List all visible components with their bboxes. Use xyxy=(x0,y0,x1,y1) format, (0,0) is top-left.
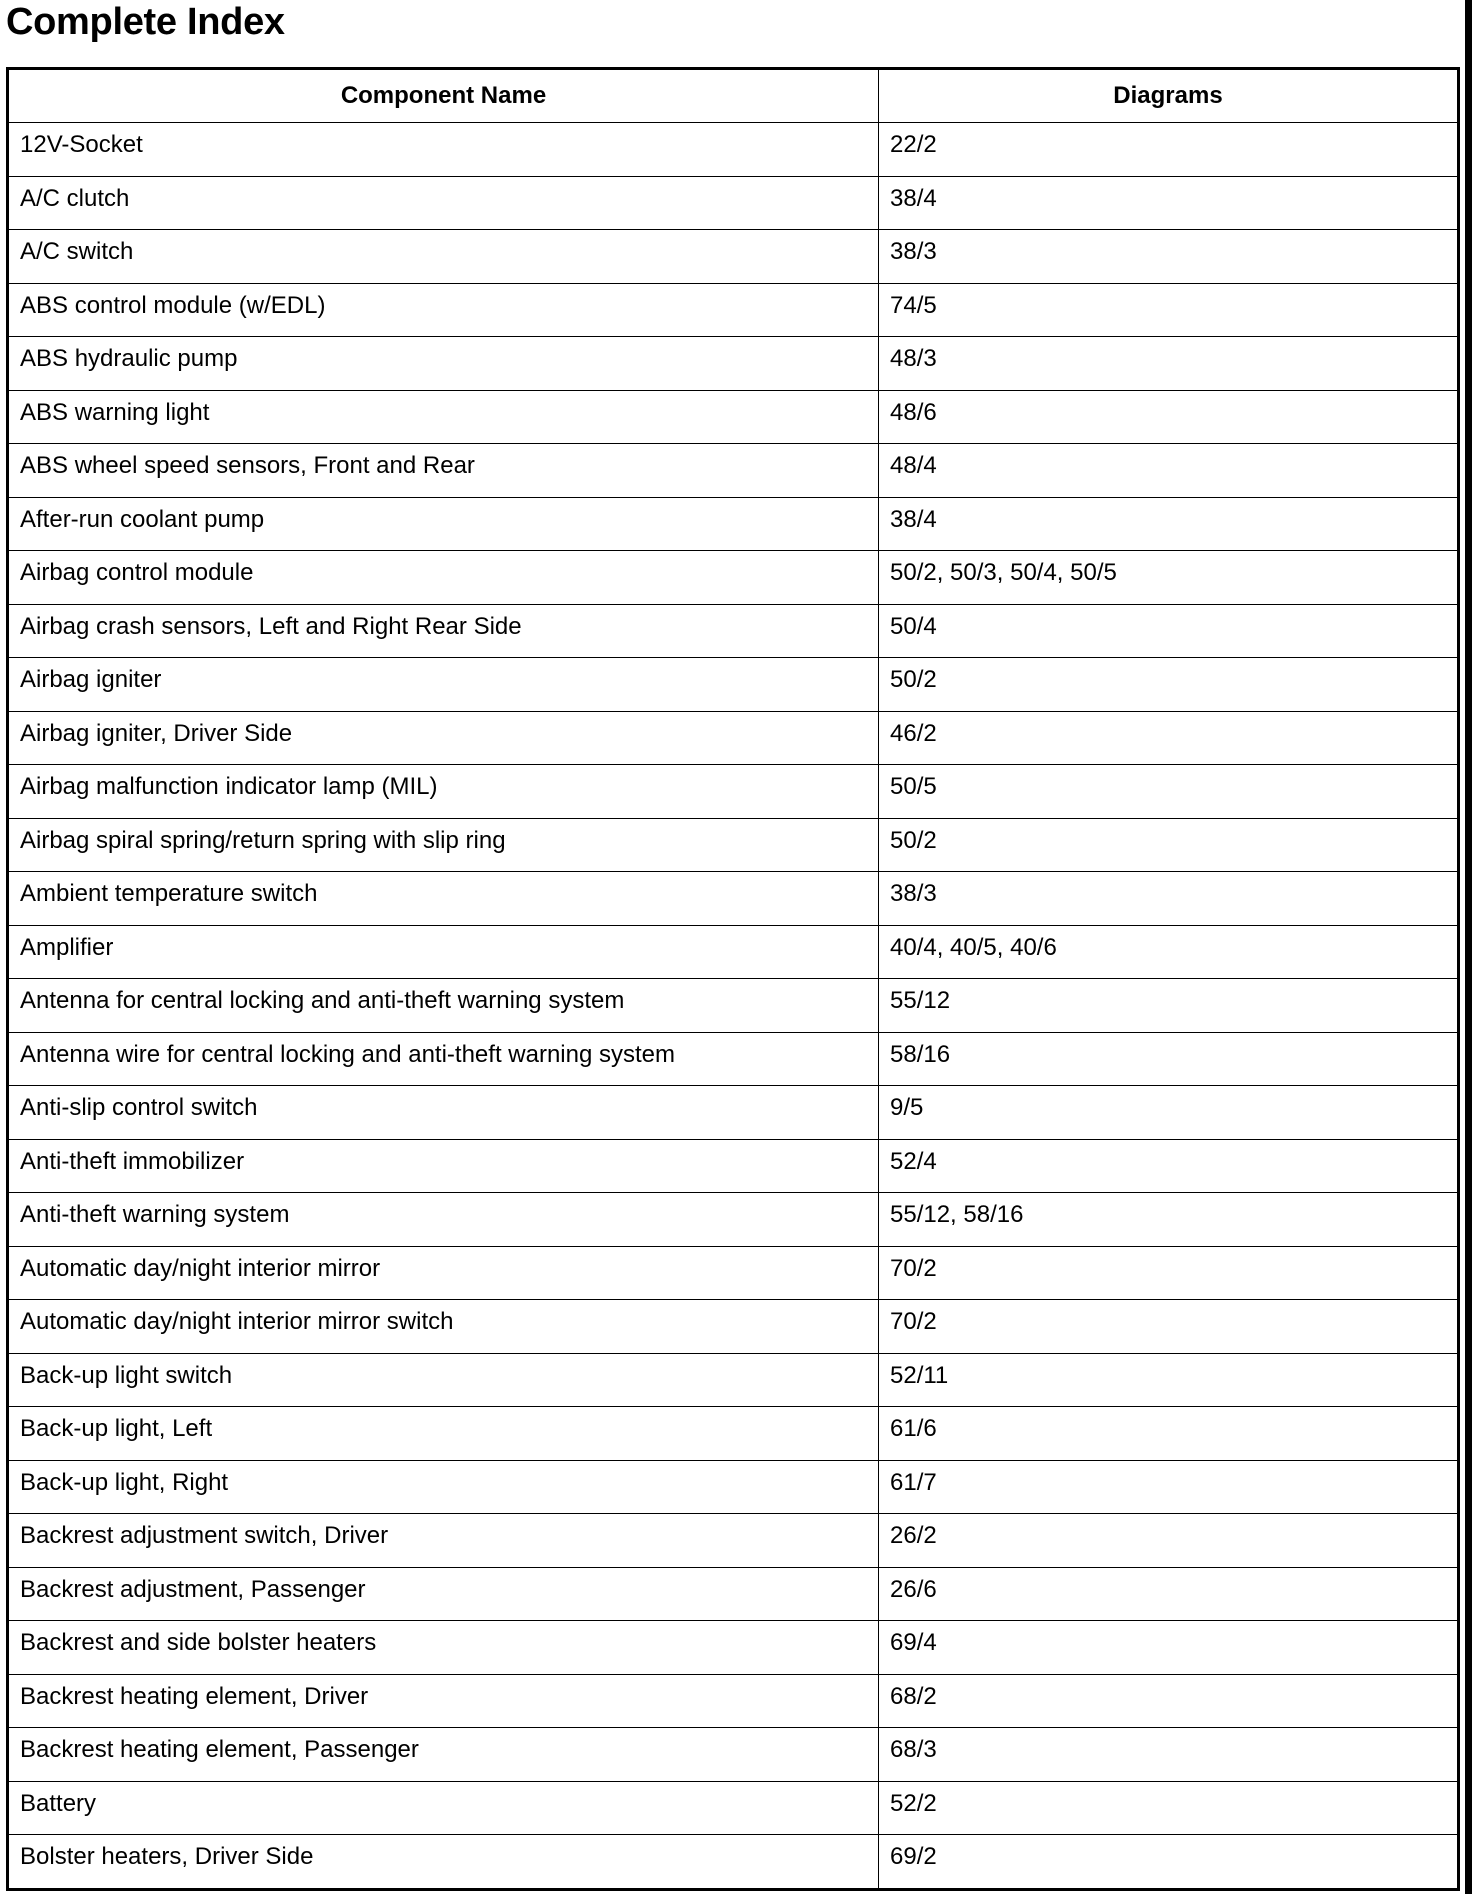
component-name-cell: Backrest adjustment, Passenger xyxy=(8,1567,879,1621)
component-name-cell: Anti-slip control switch xyxy=(8,1086,879,1140)
table-row xyxy=(8,1674,1459,1728)
component-name-cell: Back-up light, Left xyxy=(8,1407,879,1461)
diagrams-cell: 9/5 xyxy=(879,1086,1459,1140)
diagrams-cell: 55/12, 58/16 xyxy=(879,1193,1459,1247)
table-row xyxy=(8,872,1459,926)
component-name-cell: Airbag crash sensors, Left and Right Rear Side xyxy=(8,604,879,658)
table-row xyxy=(8,711,1459,765)
table-row xyxy=(8,230,1459,284)
page-title: Complete Index xyxy=(6,1,285,43)
component-name-cell: Airbag igniter xyxy=(8,658,879,712)
table-row xyxy=(8,658,1459,712)
table-row xyxy=(8,551,1459,605)
component-name-cell: A/C switch xyxy=(8,230,879,284)
column-header-diagrams: Diagrams xyxy=(879,69,1459,123)
diagrams-cell: 69/4 xyxy=(879,1621,1459,1675)
diagrams-cell: 38/4 xyxy=(879,497,1459,551)
component-name-cell: Bolster heaters, Driver Side xyxy=(8,1835,879,1890)
component-name-cell: Amplifier xyxy=(8,925,879,979)
table-row xyxy=(8,765,1459,819)
diagrams-cell: 70/2 xyxy=(879,1246,1459,1300)
table-row xyxy=(8,1139,1459,1193)
component-name-cell: Airbag igniter, Driver Side xyxy=(8,711,879,765)
table-row xyxy=(8,1728,1459,1782)
component-name-cell: Anti-theft warning system xyxy=(8,1193,879,1247)
table-row xyxy=(8,1835,1459,1890)
table-row xyxy=(8,337,1459,391)
component-name-cell: Automatic day/night interior mirror switch xyxy=(8,1300,879,1354)
component-name-cell: Airbag spiral spring/return spring with slip ring xyxy=(8,818,879,872)
diagrams-cell: 22/2 xyxy=(879,123,1459,177)
component-name-cell: Back-up light switch xyxy=(8,1353,879,1407)
diagrams-cell: 38/3 xyxy=(879,230,1459,284)
component-name-cell: A/C clutch xyxy=(8,176,879,230)
table-row xyxy=(8,1407,1459,1461)
diagrams-cell: 50/2 xyxy=(879,818,1459,872)
table-row xyxy=(8,1300,1459,1354)
component-name-cell: Backrest heating element, Passenger xyxy=(8,1728,879,1782)
component-name-cell: Automatic day/night interior mirror xyxy=(8,1246,879,1300)
diagrams-cell: 48/4 xyxy=(879,444,1459,498)
diagrams-cell: 74/5 xyxy=(879,283,1459,337)
table-row xyxy=(8,1514,1459,1568)
diagrams-cell: 50/5 xyxy=(879,765,1459,819)
table-row xyxy=(8,497,1459,551)
component-name-cell: Backrest adjustment switch, Driver xyxy=(8,1514,879,1568)
component-name-cell: ABS wheel speed sensors, Front and Rear xyxy=(8,444,879,498)
diagrams-cell: 46/2 xyxy=(879,711,1459,765)
diagrams-cell: 26/6 xyxy=(879,1567,1459,1621)
diagrams-cell: 58/16 xyxy=(879,1032,1459,1086)
page-edge-bar xyxy=(1465,0,1472,1894)
diagrams-cell: 48/6 xyxy=(879,390,1459,444)
diagrams-cell: 61/7 xyxy=(879,1460,1459,1514)
component-name-cell: Back-up light, Right xyxy=(8,1460,879,1514)
component-name-cell: After-run coolant pump xyxy=(8,497,879,551)
table-row xyxy=(8,176,1459,230)
diagrams-cell: 50/2 xyxy=(879,658,1459,712)
component-name-cell: ABS hydraulic pump xyxy=(8,337,879,391)
component-name-cell: Antenna for central locking and anti-theft warning system xyxy=(8,979,879,1033)
diagrams-cell: 52/11 xyxy=(879,1353,1459,1407)
diagrams-cell: 48/3 xyxy=(879,337,1459,391)
table-row xyxy=(8,1621,1459,1675)
table-row xyxy=(8,1460,1459,1514)
diagrams-cell: 50/2, 50/3, 50/4, 50/5 xyxy=(879,551,1459,605)
diagrams-cell: 68/2 xyxy=(879,1674,1459,1728)
table-row xyxy=(8,1193,1459,1247)
table-row xyxy=(8,1353,1459,1407)
complete-index-table xyxy=(6,67,1460,1891)
component-name-cell: ABS control module (w/EDL) xyxy=(8,283,879,337)
diagrams-cell: 38/3 xyxy=(879,872,1459,926)
component-name-cell: Ambient temperature switch xyxy=(8,872,879,926)
table-row xyxy=(8,1086,1459,1140)
component-name-cell: Airbag control module xyxy=(8,551,879,605)
component-name-cell: Anti-theft immobilizer xyxy=(8,1139,879,1193)
table-row xyxy=(8,818,1459,872)
component-name-cell: Backrest heating element, Driver xyxy=(8,1674,879,1728)
diagrams-cell: 61/6 xyxy=(879,1407,1459,1461)
component-name-cell: Antenna wire for central locking and anti-theft warning system xyxy=(8,1032,879,1086)
component-name-cell: ABS warning light xyxy=(8,390,879,444)
diagrams-cell: 55/12 xyxy=(879,979,1459,1033)
diagrams-cell: 40/4, 40/5, 40/6 xyxy=(879,925,1459,979)
diagrams-cell: 70/2 xyxy=(879,1300,1459,1354)
table-row xyxy=(8,1567,1459,1621)
diagrams-cell: 68/3 xyxy=(879,1728,1459,1782)
diagrams-cell: 26/2 xyxy=(879,1514,1459,1568)
table-row xyxy=(8,1032,1459,1086)
table-row xyxy=(8,283,1459,337)
diagrams-cell: 69/2 xyxy=(879,1835,1459,1890)
diagrams-cell: 52/2 xyxy=(879,1781,1459,1835)
table-row xyxy=(8,1781,1459,1835)
table-row xyxy=(8,925,1459,979)
table-row xyxy=(8,123,1459,177)
table-row xyxy=(8,979,1459,1033)
table-header-row xyxy=(8,69,1459,123)
column-header-component-name: Component Name xyxy=(8,69,879,123)
component-name-cell: 12V-Socket xyxy=(8,123,879,177)
component-name-cell: Backrest and side bolster heaters xyxy=(8,1621,879,1675)
table-row xyxy=(8,604,1459,658)
diagrams-cell: 52/4 xyxy=(879,1139,1459,1193)
diagrams-cell: 50/4 xyxy=(879,604,1459,658)
table-row xyxy=(8,390,1459,444)
table-row xyxy=(8,1246,1459,1300)
diagrams-cell: 38/4 xyxy=(879,176,1459,230)
component-name-cell: Battery xyxy=(8,1781,879,1835)
component-name-cell: Airbag malfunction indicator lamp (MIL) xyxy=(8,765,879,819)
table-row xyxy=(8,444,1459,498)
